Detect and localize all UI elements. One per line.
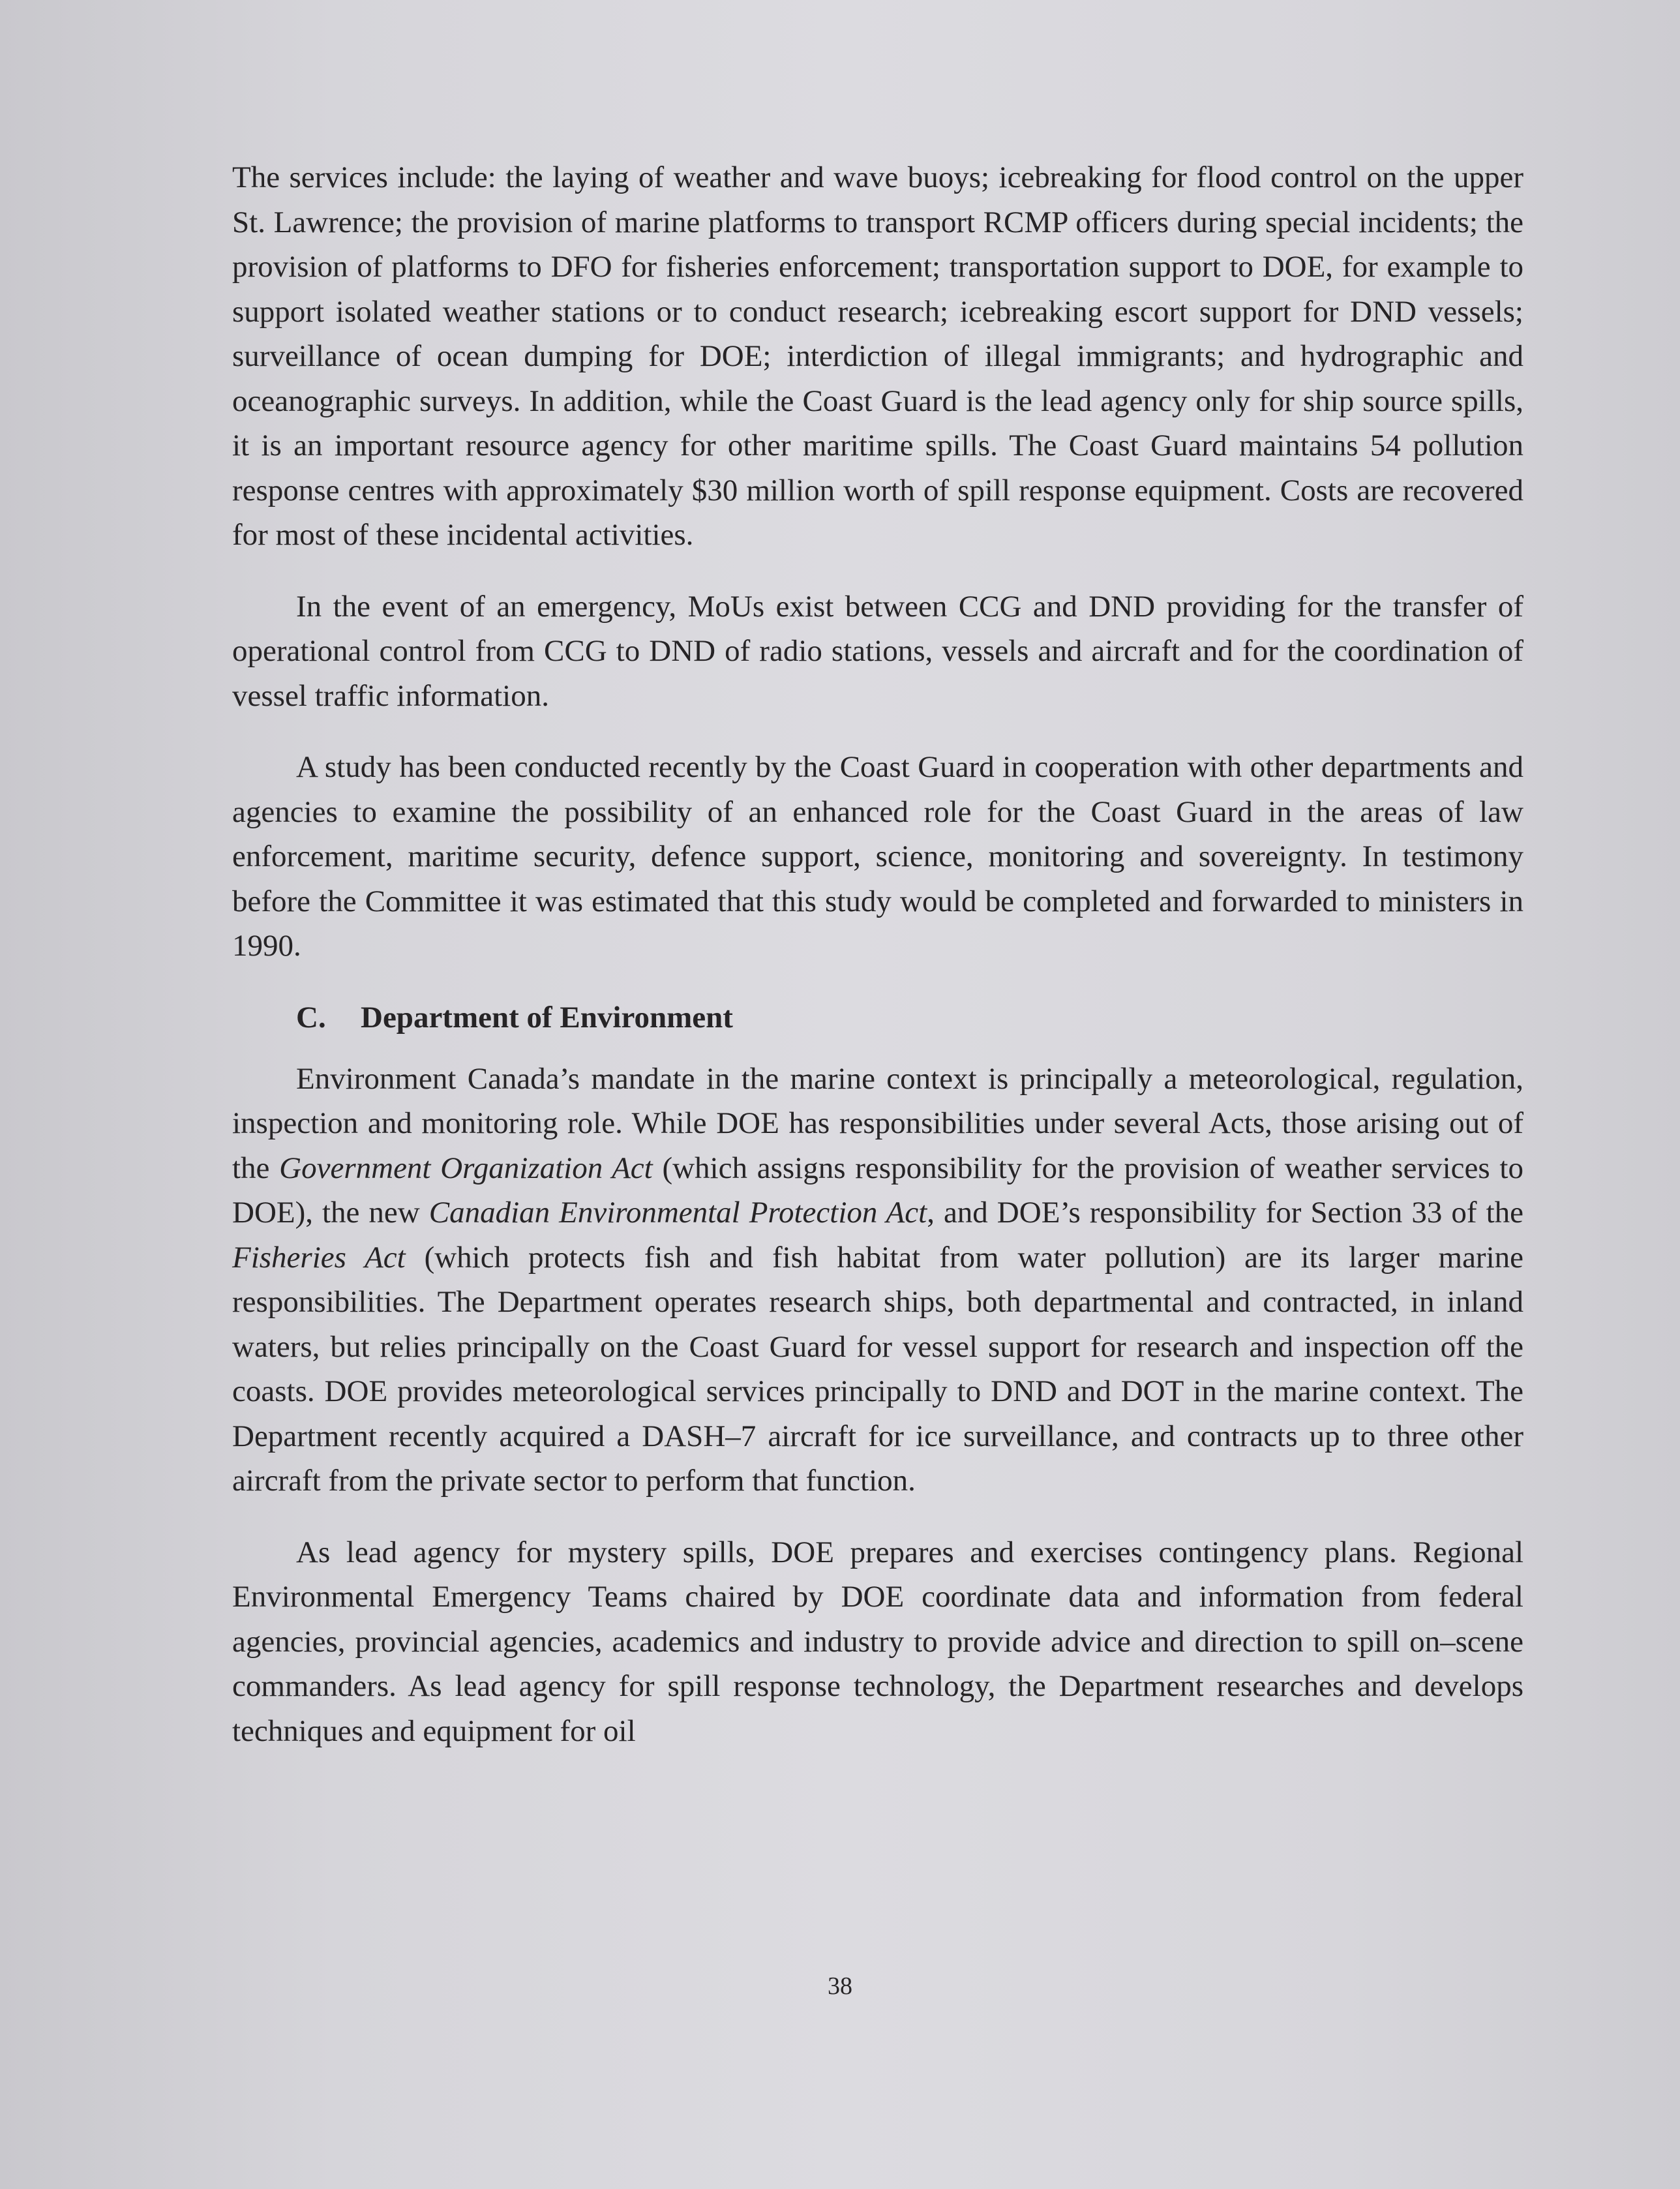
mandate-text-2: (which assigns responsibility for the provision of weather services to DOE), the new [232, 1151, 1523, 1230]
section-title: Department of Environment [361, 1000, 733, 1034]
paragraph-emergency-mou: In the event of an emergency, MoUs exist between CCG and DND providing for the transfer of operational control from CCG to DND of radio stations, vessels and aircraft and for the coordination of vessel traffic information. [232, 589, 1523, 713]
act-government-organization: Government Organization Act [279, 1151, 653, 1185]
act-fisheries: Fisheries Act [232, 1240, 406, 1275]
paragraph-mystery-spills: As lead agency for mystery spills, DOE prepares and exercises contingency plans. Regional Environmental Emergency Teams chaired by DOE coordinate data and information from federal agencies, provincial agencies, academics and industry to provide advice and direction to spill on–scene commanders. As lead agency for spill response technology, the Department researches and develops techniques and equipment for oil [232, 1535, 1523, 1748]
paragraph-services: The services include: the laying of weather and wave buoys; icebreaking for flood control on the upper St. Lawrence; the provision of marine platforms to transport RCMP officers during special incidents; the provision of platforms to DFO for fisheries enforcement; transportation support to DOE, for example to support isolated weather stations or to conduct research; icebreaking escort support for DND vessels; surveillance of ocean dumping for DOE; interdiction of illegal immigrants; and hydrographic and oceanographic surveys. In addition, while the Coast Guard is the lead agency only for ship source spills, it is an important resource agency for other maritime spills. The Coast Guard maintains 54 pollution response centres with approximately $30 million worth of spill response equipment. Costs are recovered for most of these incidental activities. [232, 160, 1523, 552]
act-canadian-environmental-protection: Canadian Environmental Protection Act [428, 1196, 927, 1230]
mandate-text-1: Environment Canada’s mandate in the marine context is principally a meteorological, regulation, inspection and monitoring role. While DOE has responsibilities under several Acts, those arising out of the [232, 1061, 1523, 1185]
section-heading [232, 995, 1523, 1040]
section-letter: C. [296, 1000, 326, 1034]
mandate-text-3: , and DOE’s responsibility for Section 33 of the [927, 1196, 1524, 1230]
body-text [232, 155, 1523, 1753]
paragraph-environment-mandate [232, 1057, 1523, 1503]
mandate-text-4: (which protects fish and fish habitat from water pollution) are its larger marine responsibilities. The Department operates research ships, both departmental and contracted, in inland waters, but relies principally on the Coast Guard for vessel support for research and inspection off the coasts. DOE provides meteorological services principally to DND and DOT in the marine context. The Department recently acquired a DASH–7 aircraft for ice surveillance, and contracts up to three other aircraft from the private sector to perform that function. [232, 1240, 1523, 1498]
page-number: 38 [828, 1972, 852, 2000]
paragraph-coast-guard-study: A study has been conducted recently by the Coast Guard in cooperation with other departments and agencies to examine the possibility of an enhanced role for the Coast Guard in the areas of law enforcement, maritime security, defence support, science, monitoring and sovereignty. In testimony before the Committee it was estimated that this study would be completed and forwarded to ministers in 1990. [232, 750, 1523, 963]
